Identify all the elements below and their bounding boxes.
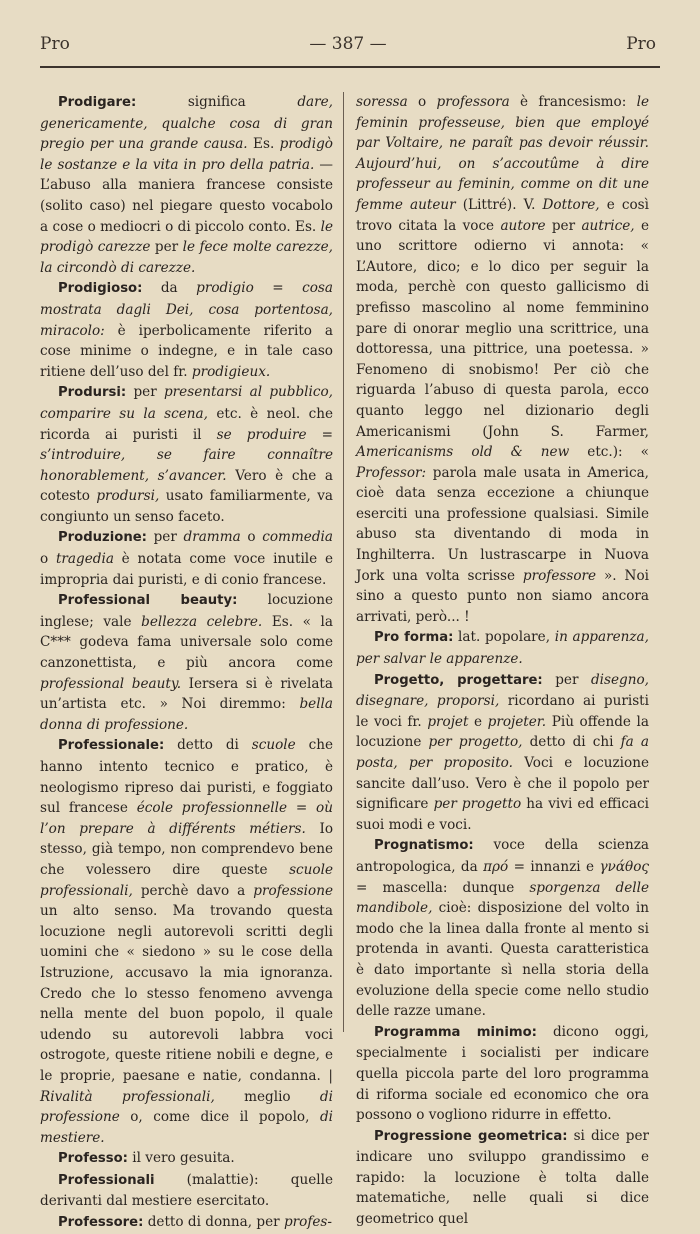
entry-italic-text: in apparenza, per salvar le apparenze. [356,629,649,668]
entry-headword: Professore: [58,1215,144,1231]
entry-italic-text: projet [427,713,469,730]
header-rule [40,66,660,68]
dictionary-entry [40,1212,333,1234]
entry-text: (malattie): quelle derivanti dal mestiere esercitato. [40,1171,333,1210]
entry-italic-text: soressa [356,94,408,110]
entry-text: usato familiarmente, va congiunto un senso faceto. [40,488,334,525]
entry-italic-text: professora [436,94,510,110]
dictionary-entry [40,590,333,735]
entry-text: Es. [247,136,280,153]
entry-italic-text: prodigieux. [191,363,271,380]
dictionary-entry [40,527,333,590]
entry-italic-text: per progetto, [428,734,523,751]
entry-italic-text: fa a posta, per proposito. [356,734,649,771]
right-column [356,92,649,1230]
entry-italic-text: prodigò le sostanze e la vita in pro della patria. [40,136,333,173]
entry-text: ricordano ai puristi le voci fr. [356,693,649,730]
entry-italic-text: projeter. [487,713,547,730]
entry-text: è francesismo: [509,94,637,110]
entry-italic-text: professione [253,882,333,899]
column-divider [343,92,344,1032]
entry-headword: Prodigioso: [58,281,143,297]
entry-italic-text: γνάθος [599,858,649,875]
dictionary-entry [40,735,333,1148]
entry-italic-text: di mestiere. [40,1109,333,1146]
entry-text: si dice per indicare uno sviluppo grandissimo e rapido: la locuzione è tolta dalle matematiche, nelle quali si dice geometrico quel [356,1127,649,1228]
entry-text: e uno scrittore odierno vi annota: « L’Autore, dico; e lo dico per seguir la moda, perchè con questo gallicismo di prefisso mascolino al nome femminino pare di onorar meglio una scrittrice, una dottoressa, una pittrice, una poetessa. » Fenomeno di snobismo! Per ciò che riguarda l’abuso di questa parola, ecco quanto leggo nel dizionario degli Americanismi (John S. Farmer, [356,217,649,440]
entry-italic-text: professional beauty. [40,675,182,692]
entry-text: = [253,280,303,297]
entry-italic-text: di professione [40,1088,333,1126]
entry-italic-text: Rivalità professionali, [40,1088,215,1105]
entry-italic-text: prodigio [196,280,254,297]
entry-italic-text: tragedia [55,551,114,568]
left-column [40,92,333,1234]
entry-italic-text: autore [500,217,546,234]
entry-text: un alto senso. Ma trovando questa locuzione negli autorevoli scritti degli uomini che « siedono » su le cose della Istruzione, accusavo la mia ignoranza. Credo che lo stesso fenomeno avvenga nella mente del buon popolo, il quale udendo su autorevoli labbra voci ostrogote, queste ritiene nobili e degne, e le proprie, paesane e natie, condanna. | [40,903,333,1084]
entry-italic-text: prodursi, [96,488,160,505]
entry-text: per [126,384,164,401]
header-right: Pro [626,34,656,54]
entry-text: = innanzi e [508,858,600,875]
entry-headword: Professo: [58,1151,128,1167]
entry-italic-text: πρό [483,858,509,875]
entry-text: lat. popolare, [453,629,555,646]
entry-headword: Progetto, progettare: [374,672,543,688]
entry-text: = mascella: dunque [356,879,530,896]
entry-text: o [240,529,263,546]
entry-text: (Littré). V. [455,196,543,213]
entry-italic-text: Americanisms old & new [356,444,570,461]
entry-italic-text: commedia [262,529,333,546]
entry-italic-text: bellezza celebre. [141,613,263,630]
entry-headword: Prodigare: [58,95,137,110]
entry-headword: Professional beauty: [58,593,238,609]
entry-text: Es. « la C*** godeva fama universale solo come canzonettista, e più ancora come [40,613,333,672]
entry-italic-text: bella donna di professione. [40,696,333,733]
dictionary-entry [40,382,333,527]
entry-italic-text: presentarsi al pubblico, comparire su la scena, [40,384,333,422]
entry-headword: Prodursi: [58,385,127,401]
running-header [40,34,656,62]
entry-text: — L’abuso alla maniera francese consiste (solito caso) nel piegare questo vocabolo a cose o mediocri o di piccolo conto. Es. [40,156,333,235]
entry-text: Voci e locuzione sancite dall’uso. Vero è che il popolo per significare [356,755,649,813]
entry-headword: Professionale: [58,738,165,754]
entry-italic-text: le fece molte carezze, la circondò di carezze. [40,239,333,276]
entry-italic-text: cosa mostrata dagli Dei, cosa portentosa, miracolo: [40,280,333,339]
entry-text: o, come dice il popolo, [119,1109,320,1126]
entry-text: parola male usata in America, cioè data senza eccezione a chiunque eserciti una professione qualsiasi. Simile abuso sta diventando di moda in Inghilterra. Un lustrascarpe in Nuova Jork una volta scrisse [356,464,649,584]
dictionary-entry [40,1148,333,1170]
dictionary-entry [356,670,649,836]
entry-italic-text: professore [522,567,597,584]
dictionary-entry [356,1126,649,1230]
entry-text: ha vivi ed efficaci suoi modi e voci. [356,796,649,833]
dictionary-entry [356,1022,649,1126]
entry-text: dicono oggi, specialmente i socialisti per indicare quella piccola parte del loro programma di riforma sociale ed economico che ora possono o vogliono ridurre in effetto. [356,1023,649,1124]
entry-italic-text: dramma [183,529,241,546]
entry-italic-text: Dottore, [542,196,600,213]
entry-italic-text: école professionnelle = où l’on prepare à différents métiers. [40,800,333,837]
entry-text: significa [136,94,298,110]
entry-text: è iperbolicamente riferito a cose minime o indegne, e in tale caso ritiene dell’uso del fr. [40,322,333,380]
dictionary-entry [356,627,649,669]
dictionary-entry [40,92,333,278]
entry-text: che hanno intento tecnico e pratico, è neologismo ripreso dai puristi, e foggiato sul francese [40,737,333,817]
entry-text: e così trovo citata la voce [356,196,649,234]
entry-text: il vero gesuita. [127,1150,235,1167]
entry-text: Io stesso, già tempo, non comprendevo bene che volessero dire queste [40,820,333,878]
entry-text: detto di donna, per [143,1214,284,1231]
entry-text: o [407,94,437,110]
entry-text: etc.): « [569,444,649,461]
entry-italic-text: se produire = s’introduire, se faire connaître honorablement, s’avancer. [40,426,333,484]
entry-text: detto di chi [522,734,621,751]
entry-text: Più offende la locuzione [356,713,649,751]
entry-text: ». Noi sino a questo punto non siamo ancora arrivati, però... ! [356,567,649,625]
entry-text: da [142,280,197,297]
entry-text: è notata come voce inutile e impropria dai puristi, e di conio francese. [40,551,333,588]
entry-text: detto di [164,737,252,754]
entry-text: per [542,671,591,688]
dictionary-entry [40,1170,333,1212]
entry-text: Vero è che a cotesto [40,467,333,505]
entry-italic-text: le prodigò carezze [40,218,333,256]
entry-text: perchè davo a [132,882,254,899]
entry-text: per [150,239,183,256]
entry-italic-text: profes- [283,1214,332,1231]
page-number: — 387 — [309,34,387,54]
entry-text: meglio [214,1088,320,1105]
entry-italic-text: scuole [251,737,296,754]
entry-text: Iersera si è rivelata un’artista etc. » Noi diremmo: [40,675,333,713]
entry-text: voce della scienza antropologica, da [356,837,649,875]
entry-text: e [468,713,488,730]
entry-italic-text: per progetto [433,796,522,813]
entry-text: per [146,529,184,546]
dictionary-entry [40,278,333,382]
entry-headword: Prognatismo: [374,838,474,854]
entry-text: per [545,217,582,234]
entry-text: cioè: disposizione del volto in modo che la linea dalla fronte al mento si protenda in avanti. Questa caratteristica è dato importante sì nella storia della evoluzione della specie come nello studio delle razze umane. [356,900,649,1020]
entry-headword: Professionali [58,1172,155,1188]
entry-italic-text: Professor: [356,464,427,481]
dictionary-entry [356,835,649,1021]
entry-headword: Progressione geometrica: [374,1128,568,1144]
entry-headword: Produzione: [58,530,147,546]
entry-italic-text: le feminin professeuse, bien que employé par Voltaire, ne paraît pas devoir réussir. Aujourd’hui, on s’accoutûme à dire professeur au feminin, comme on dit une femme auteur [356,94,650,213]
entry-italic-text: dare, genericamente, qualche cosa di gran pregio per una grande causa. [40,94,333,153]
dictionary-entry [356,92,649,627]
entry-text: o [40,551,56,568]
header-left: Pro [40,34,70,54]
entry-italic-text: sporgenza delle mandibole, [356,879,650,917]
entry-italic-text: scuole professionali, [40,861,333,899]
entry-italic-text: autrice, [581,217,635,234]
entry-italic-text: disegno, disegnare, proporsi, [356,671,649,710]
entry-headword: Programma minimo: [374,1024,537,1040]
entry-text: locuzione inglese; vale [40,592,333,630]
entry-text: etc. è neol. che ricorda ai puristi il [40,405,333,443]
entry-headword: Pro forma: [374,630,454,646]
